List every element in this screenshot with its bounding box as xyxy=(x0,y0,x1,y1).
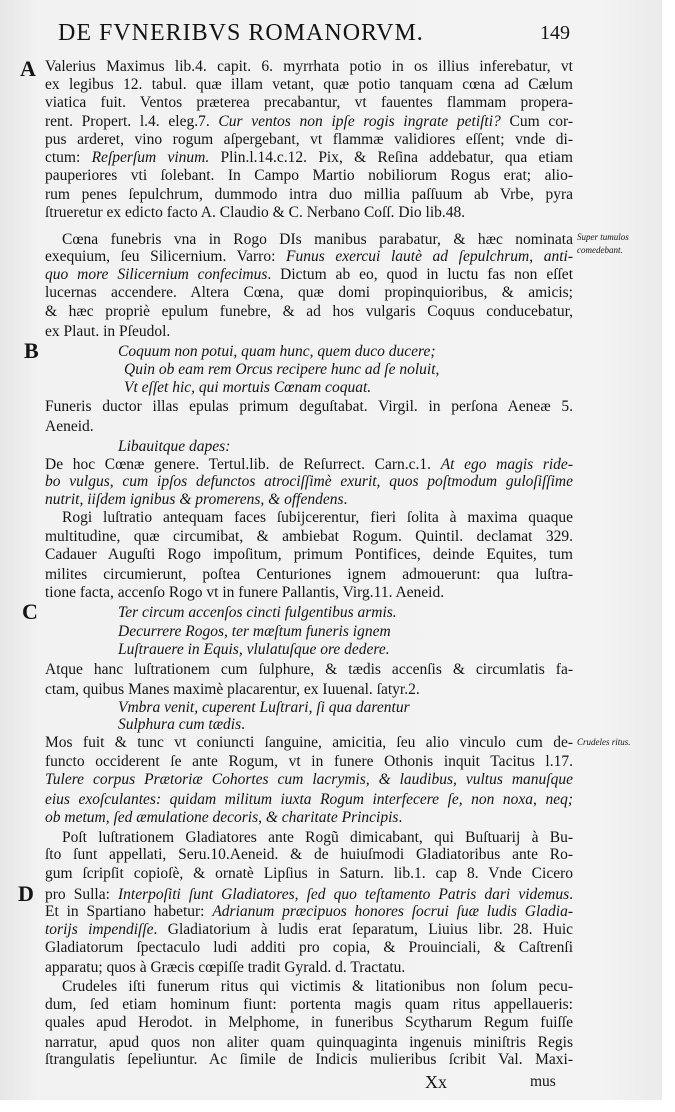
text-run: . Gladiatorium à ludis erat ſeparatum, Liuius libr. 28. Huic xyxy=(153,921,573,938)
text-line xyxy=(45,472,573,492)
italic-quote: Funus exercui lautè ad ſepulchrum, anti- xyxy=(285,248,573,265)
italic-quote: eius exoſculantes: quidam militum iuxta Rogum interfecere ſe, non noxa, neq; xyxy=(45,791,573,808)
text-run: tione facta, accenſo Rogo vt in funere Pallantis, Virg.11. Aeneid. xyxy=(45,584,445,601)
text-run: lucernas accendere. Altera Cœna, quæ domi propinquioribus, & amicis; xyxy=(45,284,573,301)
text-run: Aeneid. xyxy=(45,418,94,435)
italic-quote: Sulphura cum tædis xyxy=(118,716,242,733)
text-line xyxy=(45,733,573,753)
text-run: Cum cor- xyxy=(500,113,573,130)
text-line xyxy=(45,752,573,772)
italic-quote: Vt eſſet hic, qui mortuis Cœnam coquat. xyxy=(124,379,372,396)
text-run: . xyxy=(343,491,348,508)
text-run: milites circumierunt, poſtea Centuriones ignem admouerunt: qua luſtra- xyxy=(45,566,573,583)
text-line xyxy=(45,166,573,186)
verse-line xyxy=(118,622,391,642)
text-run: dum, ſed etiam hominum fiunt: portenta magis quam ritus appellaueris: xyxy=(45,996,573,1013)
text-line xyxy=(45,527,573,547)
text-line xyxy=(45,417,573,437)
italic-quote: At ego magis ride- xyxy=(440,456,573,473)
text-run: Et in Spartiano habetur: xyxy=(45,903,213,920)
margin-note: comedebant. xyxy=(577,245,623,255)
italic-quote: Reſperſum vinum. xyxy=(91,149,210,166)
text-run: quales apud Herodot. in Melphome, in funeribus Scytharum Regum fuiſſe xyxy=(45,1014,573,1031)
text-run: rum penes ſepulchrum, dummodo intra duo millia paſſuum ab Vrbe, pyra xyxy=(45,186,573,203)
italic-quote: nutrit, iiſdem ignibus & promerens, & offendens xyxy=(45,491,344,508)
text-run: viatica fuit. Ventos præterea precabantur, vt fauentes flammam propera- xyxy=(45,94,573,111)
text-run: De hoc Cœnæ genere. Tertul.lib. de Reſurrect. Carn.c.1. xyxy=(45,456,441,473)
verse-line xyxy=(118,437,230,457)
italic-quote: Adrianum præcipuos honores ſocrui ſuæ ludis Gladia- xyxy=(212,903,573,920)
text-line xyxy=(45,845,573,865)
section-letter-b: B xyxy=(24,338,39,363)
text-line xyxy=(45,112,573,132)
text-line xyxy=(45,490,573,510)
running-title: DE FVNERIBVS ROMANORVM. xyxy=(58,20,424,46)
italic-quote: Cur ventos non ipſe rogis ingrate petiſti? xyxy=(218,113,501,130)
verse-line xyxy=(124,378,371,398)
text-run: Gladiatorum ſpectaculo ludi additi pro copia, & Prouinciali, & Caſtrenſi xyxy=(45,939,573,956)
page-number: 149 xyxy=(540,22,570,44)
italic-quote: Decurrere Rogos, ter mæſtum funeris ignem xyxy=(118,623,391,640)
text-line xyxy=(45,583,573,603)
text-run: . xyxy=(241,716,246,733)
text-run: Crudeles iſti funerum ritus qui victimis & litationibus non ſolum pecu- xyxy=(62,978,573,995)
section-letter-c: C xyxy=(22,599,38,624)
italic-quote: Tulere corpus Prætoriæ Cohortes cum lacrymis, & laudibus, vultus manuſque xyxy=(45,771,573,788)
text-line xyxy=(45,283,573,303)
verse-line xyxy=(124,360,439,380)
margin-note: Super tumulos xyxy=(577,232,629,242)
text-line xyxy=(45,565,573,585)
text-run: Cadauer Auguſti Rogo impoſitum, primum Pontifices, deinde Equites, tum xyxy=(45,546,573,563)
text-run: Atque hanc luſtrationem cum ſulphure, & tædis accenſis & circumlatis fa- xyxy=(45,661,573,678)
italic-quote: quo more Silicernium confecimus xyxy=(45,266,268,283)
text-run: Mos fuit & tunc vt coniuncti ſanguine, amicitia, ſeu alio vinculo cum de- xyxy=(45,734,573,751)
italic-quote: bo vulgus, cum ipſos defunctos atrociſſimè exurit, quos poſtmodum guloſiſſime xyxy=(45,473,573,490)
italic-quote: Quin ob eam rem Orcus recipere hunc ad ſe noluit, xyxy=(124,361,440,378)
italic-quote: Libauitque dapes: xyxy=(118,438,231,455)
text-line xyxy=(45,247,573,267)
text-run: narratur, apud quos non aliter quam quinquaginta ingenuis miniſtris Regis xyxy=(45,1034,573,1051)
text-run: pauperiores vti ſolebant. In Campo Martio nobiliorum Rogus erat; alio- xyxy=(45,167,573,184)
catchword: mus xyxy=(530,1073,556,1090)
text-run: exequium, ſeu Silicernium. Varro: xyxy=(45,248,286,265)
section-letter-a: A xyxy=(20,56,36,81)
text-line xyxy=(45,958,573,978)
text-line xyxy=(45,302,573,322)
text-line xyxy=(45,1013,573,1033)
text-line xyxy=(45,185,573,205)
text-line xyxy=(45,93,573,113)
italic-quote: Luſtrauere in Equis, vlulatuſque ore dedere. xyxy=(118,641,390,658)
text-run: Valerius Maximus lib.4. capit. 6. myrrhata potio in os illius inferebatur, vt xyxy=(45,58,573,75)
text-line xyxy=(45,902,573,922)
text-line xyxy=(45,545,573,565)
text-line xyxy=(45,790,573,810)
text-run: pus arderet, vino rogum aſpergebant, vt flammæ validiores eſſent; vnde di- xyxy=(45,131,573,148)
text-run: pro Sulla: xyxy=(45,886,118,903)
text-run: Poſt luſtrationem Gladiatores ante Rogũ dimicabant, qui Buſtuarij à Bu- xyxy=(62,829,573,846)
text-line xyxy=(45,397,573,417)
italic-quote: Coquum non potui, quam hunc, quem duco ducere; xyxy=(118,343,436,360)
italic-quote: Ter circum accenſos cincti fulgentibus armis. xyxy=(118,604,397,621)
text-run: multitudine, quæ circumibat, & ambiebat Rogum. Quintil. declamat 329. xyxy=(45,528,573,545)
text-run: Rogi luſtratio antequam faces ſubijcerentur, fieri ſolita à maxima quaque xyxy=(62,509,573,526)
text-run: Cœna funebris vna in Rogo DIs manibus parabatur, & hæc nominata xyxy=(62,231,573,248)
text-run: ſtrangulatis ſepeliuntur. Ac ſimile de Indicis mulieribus ſcribit Val. Maxi- xyxy=(45,1051,573,1068)
italic-quote: torijs impendiſſe xyxy=(45,921,154,938)
text-line xyxy=(45,130,573,150)
text-run: ſtrueretur ex edicto facto A. Claudio & C. Nerbano Coſſ. Dio lib.48. xyxy=(45,204,466,221)
text-run: Funeris ductor illas epulas primum deguſtabat. Virgil. in perſona Aeneæ 5. xyxy=(45,398,573,415)
text-run: functo occiderent ſe ante Rogum, vt in funere Othonis inquit Tacitus l.17. xyxy=(45,753,573,770)
italic-quote: ob metum, ſed æmulatione decoris, & charitate Principis xyxy=(45,809,399,826)
text-run: . xyxy=(569,886,573,903)
italic-quote: Vmbra venit, cuperent Luſtrari, ſi qua darentur xyxy=(118,699,410,716)
text-line xyxy=(45,148,573,168)
text-line xyxy=(62,508,573,528)
text-line xyxy=(45,57,573,77)
text-line xyxy=(45,938,573,958)
text-run: ctum: xyxy=(45,149,92,166)
text-run: . xyxy=(398,809,403,826)
text-line xyxy=(45,203,573,223)
text-line xyxy=(45,322,573,342)
text-line xyxy=(45,770,573,790)
verse-line xyxy=(118,640,390,660)
verse-line xyxy=(118,342,436,362)
text-line xyxy=(45,660,573,680)
text-run: ex Plaut. in Pſeudol. xyxy=(45,323,171,340)
verse-line xyxy=(118,603,397,623)
italic-quote: Interpoſiti ſunt Gladiatores, ſed quo teſtamento Patris dari videmus xyxy=(118,886,570,903)
text-run: ſto ſunt appellati, Seru.10.Aeneid. & de huiuſmodi Gladiatoribus ante Ro- xyxy=(45,846,573,863)
text-line xyxy=(45,265,573,285)
text-line xyxy=(45,995,573,1015)
text-run: rent. Propert. l.4. eleg.7. xyxy=(45,113,219,130)
text-line xyxy=(45,680,573,700)
text-run: ex legibus 12. tabul. quæ illam vetant, quæ potio tanquam cœna ad Cælum xyxy=(45,76,573,93)
text-line xyxy=(45,864,573,884)
text-run: ctam, quibus Manes maximè placarentur, ex Iuuenal. ſatyr.2. xyxy=(45,681,420,698)
text-line xyxy=(45,1050,573,1070)
text-run: gum ſcripſit copioſè, & ornatè Lipſius in Saturn. lib.1. cap 8. Vnde Cicero xyxy=(45,865,573,882)
text-line xyxy=(45,808,573,828)
section-letter-d: D xyxy=(18,881,34,906)
text-line xyxy=(62,977,573,997)
text-run: Plin.l.14.c.12. Pix, & Reſina addebatur, qua etiam xyxy=(209,149,573,166)
verse-line xyxy=(118,715,245,735)
text-run: apparatu; quos à Græcis cœpiſſe tradit Gyrald. d. Tractatu. xyxy=(45,959,406,976)
margin-note: Crudeles ritus. xyxy=(577,737,631,747)
text-run: . Dictum ab eo, quod in luctu fas non eſſet xyxy=(267,266,573,283)
text-line xyxy=(45,75,573,95)
signature-mark: Xx xyxy=(425,1072,447,1092)
text-line xyxy=(45,920,573,940)
text-run: & hæc propriè epulum funebre, & ad hos vulgaris Coquus conducebatur, xyxy=(45,303,573,320)
